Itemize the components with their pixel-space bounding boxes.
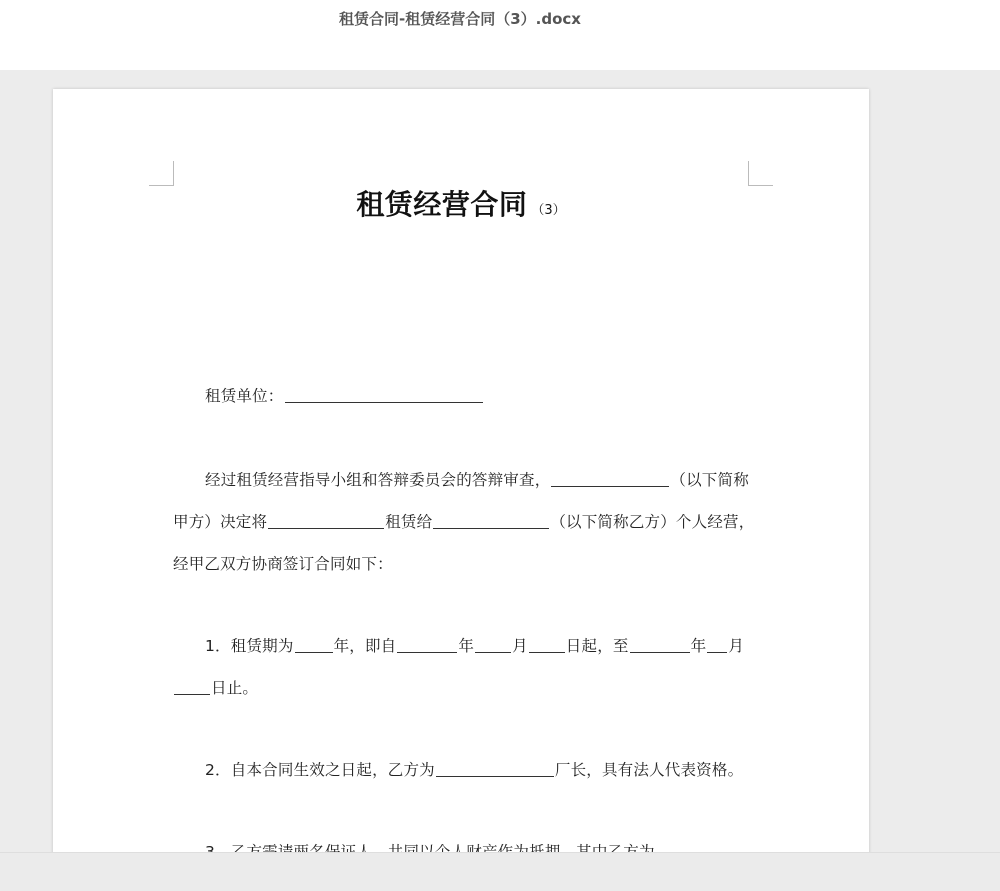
lessor-line <box>173 375 758 417</box>
title-bar <box>0 0 1000 70</box>
margin-corner-top-right <box>748 161 773 186</box>
clause-1-number: 1． <box>205 637 231 655</box>
end-year-blank <box>630 636 690 653</box>
lessor-blank <box>285 386 483 403</box>
intro-text-4: （以下简称乙方）个人经营，经甲乙双方协商签订合同如下： <box>173 513 755 573</box>
intro-text-2: （以下简称甲方）决定将 <box>173 471 749 531</box>
clause-2-text: 厂长，具有法人代表资格。 <box>554 761 744 779</box>
status-bar <box>0 852 1000 891</box>
heading-number: （3） <box>531 203 566 218</box>
term-years-blank <box>295 636 333 653</box>
heading-main: 租赁经营合同 <box>356 188 528 221</box>
clause-1-text: 月 <box>728 637 745 655</box>
margin-corner-top-left <box>149 161 174 186</box>
clause-2-number: 2． <box>205 761 231 779</box>
intro-text-3: 租赁给 <box>385 513 433 531</box>
document-title: 租赁合同-租赁经营合同（3）.docx <box>339 10 581 28</box>
clause-1-text: 年 <box>458 637 475 655</box>
clause-1-text: 月 <box>512 637 528 655</box>
start-month-blank <box>475 636 511 653</box>
start-year-blank <box>397 636 457 653</box>
enterprise-blank <box>268 512 384 529</box>
clause-1-text: 日起，至 <box>565 637 629 655</box>
clause-1 <box>173 625 758 709</box>
clause-1-text: 年，即自 <box>333 637 397 655</box>
document-heading <box>53 185 869 231</box>
intro-paragraph <box>173 459 758 585</box>
end-month-blank <box>707 636 727 653</box>
factory-blank <box>436 760 554 777</box>
start-day-blank <box>529 636 565 653</box>
clause-1-text: 租赁期为 <box>230 637 294 655</box>
clause-1-text: 日止。 <box>211 679 259 697</box>
party-a-blank <box>551 470 669 487</box>
clause-2-text: 自本合同生效之日起，乙方为 <box>230 761 435 779</box>
document-page[interactable] <box>53 89 869 869</box>
clause-2 <box>173 749 758 791</box>
intro-text-1: 经过租赁经营指导小组和答辩委员会的答辩审查， <box>205 471 551 489</box>
end-day-blank <box>174 678 210 695</box>
party-b-blank <box>433 512 549 529</box>
lessor-label: 租赁单位： <box>205 387 284 405</box>
clause-1-text: 年 <box>690 637 707 655</box>
